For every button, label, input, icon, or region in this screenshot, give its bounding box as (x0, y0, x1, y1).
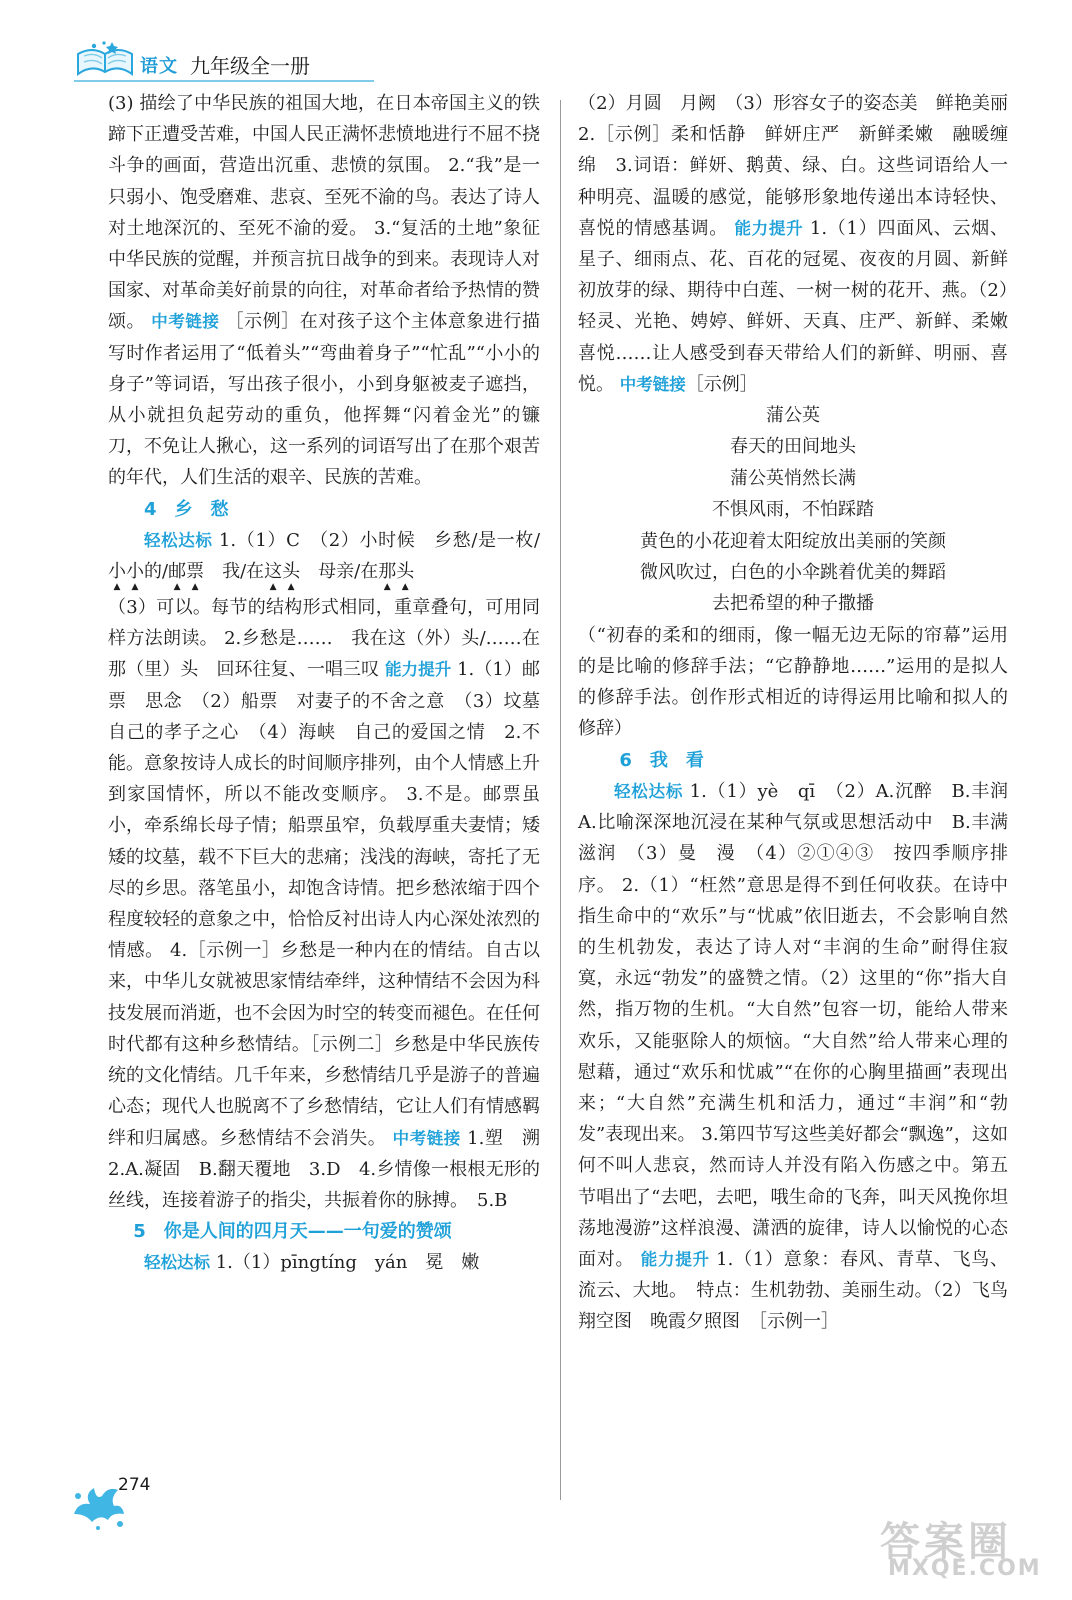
answer-text: /是一枚/ (471, 529, 541, 551)
left-column (108, 88, 558, 1279)
header-subject: 语文 (140, 56, 178, 77)
page-number: 274 (118, 1475, 151, 1495)
tag-ability: 能力提升 (734, 218, 804, 238)
answer-text: 母亲/在 (300, 561, 379, 583)
header-rule (74, 80, 374, 82)
answer-text: ［示例］ (685, 373, 758, 395)
tag-ability: 能力提升 (384, 660, 452, 680)
tag-ability: 能力提升 (640, 1249, 710, 1269)
watermark-logo (880, 1510, 1060, 1590)
answer-text: 1.（1）邮票 思念 （2）船票 对妻子的不舍之意 （3）坟墓 自己的孝子之心 （4）海峡 自己的爱国之情 2.不能。意象按诗人成长的时间顺序排列，由个人情感上升到家国情怀，所以不能改变顺序。 3.不是。邮票虽小，牵系绵长母子情；船票虽窄，负载厚重夫妻情；矮矮的坟墓，载不下巨大的悲痛；浅浅的海峡，寄托了无尽的乡思。落笔虽小，却饱含诗情。把乡愁浓缩于四个程度较轻的意象之中，恰恰反衬出诗人内心深处浓烈的情感。 4.［示例一］乡愁是一种内在的情结。自古以来，中华儿女就被思家情结牵绊，这种情结不会因为科技发展而消逝，也不会因为时空的转变而褪色。在任何时代都有这种乡愁情结。［示例二］乡愁是中华民族传统的文化情结。几千年来，乡愁情结几乎是游子的普遍心态；现代人也脱离不了乡愁情结，它让人们有情感羁绊和归属感。乡愁情结不会消失。 (108, 659, 558, 1149)
stressed-word: 这头 (264, 561, 301, 583)
poem-line: 微风吹过，白色的小伞跳着优美的舞蹈 (640, 562, 946, 584)
poem-line: 去把希望的种子撒播 (712, 593, 874, 615)
section-title-5: 5 你是人间的四月天——一句爱的赞颂 (133, 1221, 452, 1243)
tag-easy-standard: 轻松达标 (144, 1253, 210, 1273)
answer-text: 1.（1）C （2）小时候 (212, 529, 435, 551)
column-divider (560, 100, 561, 1500)
answer-text: （3）可以。每节的结构形式相同，重章叠句，可用同样方法朗读。 2.乡愁是…… 我在这（外）头/……在那（里）头 回环往复、一唱三叹 (108, 597, 540, 681)
right-column (578, 88, 1026, 1338)
answer-text: (3) 描绘了中华民族的祖国大地，在日本帝国主义的铁蹄下正遭受苦难，中国人民正满怀悲愤地进行不屈不挠斗争的画面，营造出沉重、悲愤的氛围。 2.“我”是一只弱小、饱受磨难、悲哀、至死不渝的鸟。表达了诗人对土地深沉的、至死不渝的爱。 3.“复活的土地”象征中华民族的觉醒，并预言抗日战争的到来。表现诗人对国家、对革命美好前景的向往，对革命者给予热情的赞颂。 (108, 93, 540, 333)
answer-paragraph (578, 776, 1026, 1338)
tag-exam-link: 中考链接 (392, 1128, 461, 1148)
header-grade: 九年级全一册 (190, 54, 310, 78)
answer-paragraph (578, 620, 1008, 745)
open-book-logo-icon (74, 40, 136, 80)
poem-title: 蒲公英 (766, 405, 820, 427)
answer-text: 的/ (144, 561, 169, 583)
section-title-4: 4 乡 愁 (144, 498, 229, 520)
answer-paragraph (108, 525, 540, 592)
poem-line: 春天的田间地头 (730, 436, 856, 458)
stressed-word: 那头 (378, 561, 415, 583)
tag-easy-standard: 轻松达标 (614, 781, 684, 801)
answer-text: ［示例］在对孩子这个主体意象进行描写时作者运用了“低着头”“弯曲着身子”“忙乱”“小小的身子”等词语，写出孩子很小，小到身躯被麦子遮挡，从小就担负起劳动的重负，他挥舞“闪着金光”的镰刀，不免让人揪心，这一系列的词语写出了在那个艰苦的年代，人们生活的艰辛、民族的苦难。 (108, 311, 540, 489)
stressed-word: 小小 (108, 561, 144, 583)
watermark-url: MXQE.COM (888, 1556, 1042, 1581)
example-poem (578, 400, 1008, 620)
answer-paragraph (108, 592, 558, 1216)
answer-text: （“初春的柔和的细雨，像一幅无边无际的帘幕”运用的是比喻的修辞手法；“它静静地……”运用的是拟人的修辞手法。创作形式相近的诗得运用比喻和拟人的修辞） (578, 624, 1008, 740)
poem-line: 不惧风雨，不怕踩踏 (712, 499, 874, 521)
tag-easy-standard: 轻松达标 (144, 530, 213, 550)
answer-paragraph (578, 88, 1026, 400)
poem-line: 黄色的小花迎着太阳绽放出美丽的笑颜 (640, 530, 946, 552)
answer-paragraph (108, 88, 540, 494)
watermark-text: 答案圈 (880, 1518, 1012, 1565)
answer-text: （2）月圆 月阙 （3）形容女子的姿态美 鲜艳美丽 2.［示例］柔和恬静 鲜妍庄严 新鲜柔嫩 融暖缠绵 3.词语：鲜妍、鹅黄、绿、白。这些词语给人一种明亮、温暖的感觉，能够形象地传递出本诗轻快、喜悦的情感基调。 (578, 93, 1026, 239)
answer-text: 1.（1）pīngtíng yán 冕 嫩 (210, 1252, 480, 1274)
answer-text: 1.（1）意象：春风、青草、飞鸟、流云、大地。 特点：生机勃勃、美丽生动。（2）飞鸟翔空图 晚霞夕照图 ［示例一］ (578, 1248, 1008, 1333)
tag-exam-link: 中考链接 (619, 374, 686, 394)
answer-paragraph (108, 1247, 540, 1278)
tag-exam-link: 中考链接 (151, 312, 220, 332)
poem-line: 蒲公英悄然长满 (730, 467, 856, 489)
answer-text: 1.（1）四面风、云烟、星子、细雨点、花、百花的冠冕、夜夜的月圆、新鲜初放芽的绿、期待中白莲、一树一树的花开、燕。（2）轻灵、光艳、娉婷、鲜妍、天真、庄严、新鲜、柔嫩喜悦……让人感受到春天带给人们的新鲜、明丽、喜悦。 (578, 217, 1008, 395)
answer-text: 我/在 (204, 561, 265, 583)
answer-text: 1.塑 溯 2.A.凝固 B.翻天覆地 3.D 4.乡情像一根根无形的丝线，连接着游子的指尖，共振着你的脉搏。 5.B (108, 1127, 558, 1211)
answer-text: 1.（1）yè qī （2）A.沉醉 B.丰润 A.比喻深深地沉浸在某种气氛或思想活动中 B.丰满滋润 （3）曼 漫 （4）②①④③ 按四季顺序排序。 2.（1）“枉然”意思是得不到任何收获。在诗中指生命中的“欢乐”与“忧戚”依旧逝去，不会影响自然的生机勃发，表达了诗人对“丰润的生命”耐得住寂寞，永远“勃发”的盛赞之情。（2）这里的“你”指大自然，指万物的生机。“大自然”包容一切，能给人带来欢乐，又能驱除人的烦恼。“大自然”给人带来心理的慰藉，通过“欢乐和忧戚”“在你的心胸里描画”表现出来；“大自然”充满生机和活力，通过“丰润”和“勃发”表现出来。 3.第四节写这些美好都会“飘逸”，这如何不叫人悲哀，然而诗人并没有陷入伤感之中。第五节唱出了“去吧，去吧，哦生命的飞奔，叫天风挽你坦荡地漫游”这样浪漫、潇洒的旋律，诗人以愉悦的心态面对。 (578, 780, 1026, 1270)
stressed-word: 邮票 (168, 561, 205, 583)
section-title-6: 6 我 看 (619, 749, 704, 771)
answer-text: 乡愁 (434, 529, 472, 551)
